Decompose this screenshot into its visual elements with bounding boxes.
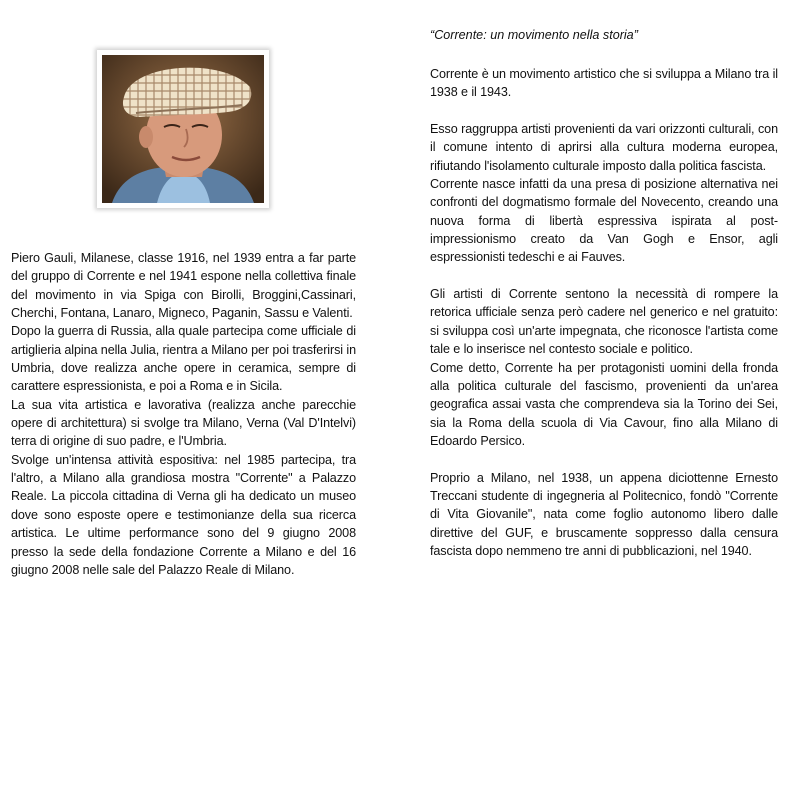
biography-paragraph-3: La sua vita artistica e lavorativa (realizza anche parecchie opere di architettura) si svolge tra Milano, Verna (Val D'Intelvi) terra di origine di suo padre, e l'Umbria. bbox=[11, 397, 356, 449]
biography-paragraph-1: Piero Gauli, Milanese, classe 1916, nel 1939 entra a far parte del gruppo di Corrente e nel 1941 espone nella collettiva finale del movimento in via Spiga con Birolli, Broggini,Cassinari, Cherchi, Fontana, Lanaro, Migneco, Paganin, Sassu e Valenti. bbox=[11, 251, 356, 321]
portrait-photo bbox=[102, 55, 264, 203]
history-paragraph-2: Esso raggruppa artisti provenienti da vari orizzonti culturali, con il comune intento di aprirsi alla cultura moderna europea, rifiutando l'isolamento culturale imposto dalla politica fascista. bbox=[430, 122, 778, 173]
section-title: “Corrente: un movimento nella storia” bbox=[430, 28, 638, 42]
history-paragraph-5: Come detto, Corrente ha per protagonisti uomini della fronda alla politica culturale del fascismo, provenienti da un'area geografica assai vasta che comprendeva sia la Torino dei Sei, sia la Roma della scuola di Via Cavour, fino alla Milano di Edoardo Persico. bbox=[430, 360, 778, 448]
history-paragraph-6: Proprio a Milano, nel 1938, un appena diciottenne Ernesto Treccani studente di ingegneria al Politecnico, fondò "Corrente di Vita Giovanile", nata come foglio autonomo libero dalle direttive del GUF, e bruscamente soppresso dalla censura fascista dopo nemmeno tre anni di pubblicazioni, nel 1940. bbox=[430, 470, 778, 558]
history-column bbox=[430, 65, 778, 560]
biography-paragraph-4: Svolge un'intensa attività espositiva: nel 1985 partecipa, tra l'altro, a Milano alla grandiosa mostra "Corrente" a Palazzo Reale. La piccola cittadina di Verna gli ha dedicato un museo dove sono esposte opere e testimonianze della sua ricerca artistica. Le ultime performance sono del 9 giugno 2008 presso la sede della fondazione Corrente a Milano e del 16 giugno 2008 nelle sale del Palazzo Reale di Milano. bbox=[11, 452, 356, 577]
biography-paragraph-2: Dopo la guerra di Russia, alla quale partecipa come ufficiale di artiglieria alpina nella Julia, rientra a Milano per poi trasferirsi in Umbria, dove realizza anche opere in ceramica, sempre di carattere espressionista, e poi a Roma e in Sicila. bbox=[11, 324, 356, 394]
biography-column bbox=[11, 249, 356, 579]
portrait-frame bbox=[97, 50, 269, 208]
history-paragraph-3: Corrente nasce infatti da una presa di posizione alternativa nei confronti del dogmatismo formale del Novecento, creando una nuova forma di libertà espressiva ispirata al post-impressionismo creato da Van Gogh e Ensor, agli espressionisti tedeschi e ai Fauves. bbox=[430, 177, 778, 265]
history-paragraph-4: Gli artisti di Corrente sentono la necessità di rompere la retorica ufficiale senza però cadere nel generico e nel gratuito: si sviluppa così un'arte impegnata, che riconosce l'artista come tale e lo inserisce nel contesto sociale e politico. bbox=[430, 287, 778, 357]
portrait-photo-icon bbox=[102, 55, 264, 203]
history-paragraph-1: Corrente è un movimento artistico che si sviluppa a Milano tra il 1938 e il 1943. bbox=[430, 67, 778, 100]
